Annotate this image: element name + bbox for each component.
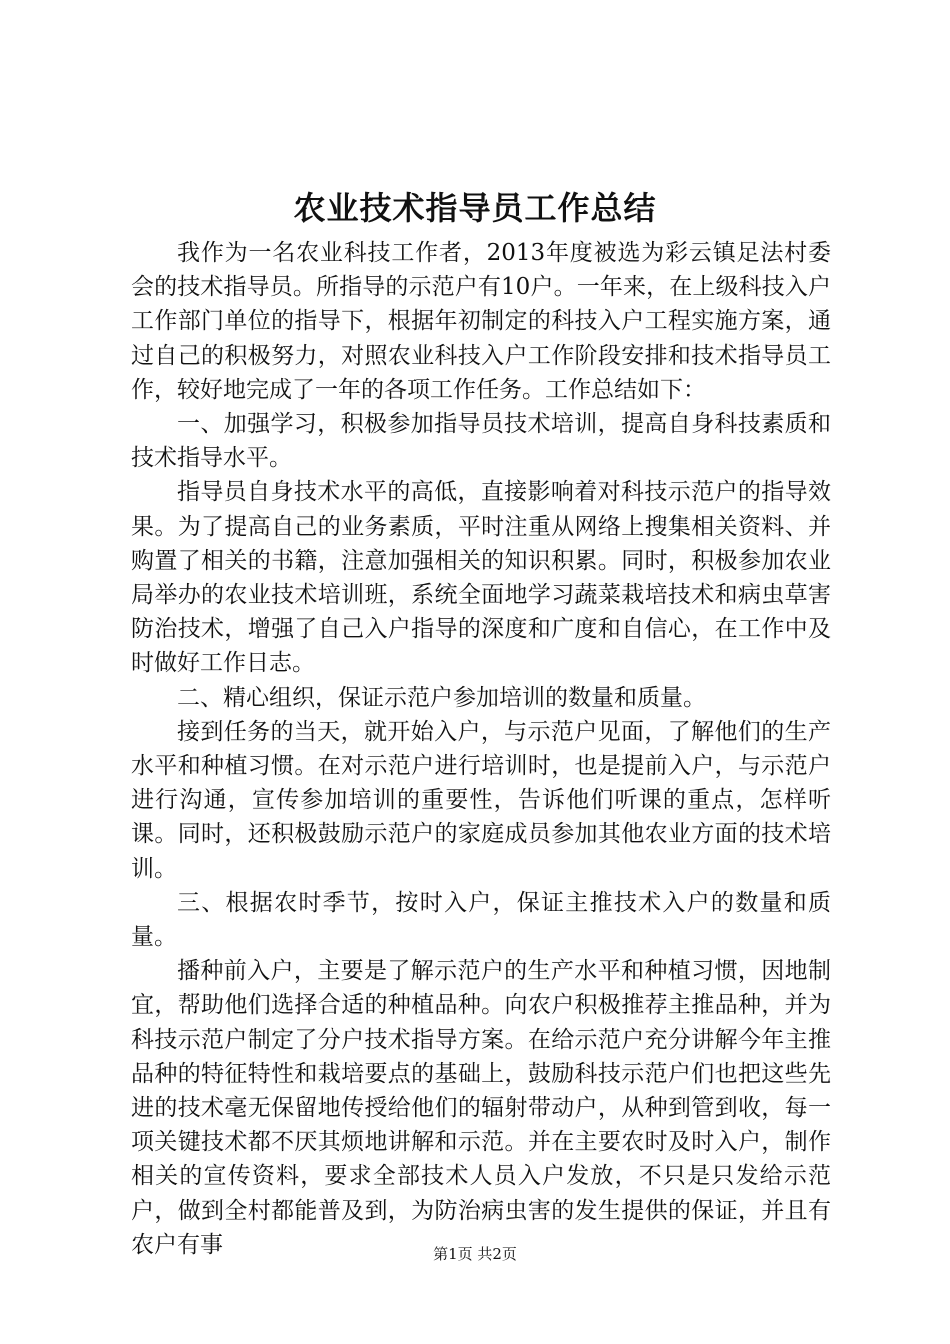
heading-section-3: 三、根据农时季节，按时入户，保证主推技术入户的数量和质量。 [131,889,831,951]
paragraph-section-1: 指导员自身技术水平的高低，直接影响着对科技示范户的指导效果。为了提高自己的业务素质，平时注重从网络上搜集相关资料、并购置了相关的书籍，注意加强相关的知识积累。同时，积极参加农业局举办的农业技术培训班，系统全面地学习蔬菜栽培技术和病虫草害防治技术，增强了自己入户指导的深度和广度和自信心，在工作中及时做好工作日志。 [131,479,831,677]
document-body [131,236,831,1262]
paragraph-section-2: 接到任务的当天，就开始入户，与示范户见面，了解他们的生产水平和种植习惯。在对示范户进行培训时，也是提前入户，与示范户进行沟通，宣传参加培训的重要性，告诉他们听课的重点，怎样听课。同时，还积极鼓励示范户的家庭成员参加其他农业方面的技术培训。 [131,718,831,882]
heading-section-2: 二、精心组织，保证示范户参加培训的数量和质量。 [177,684,706,711]
heading-section-1: 一、加强学习，积极参加指导员技术培训，提高自身科技素质和技术指导水平。 [131,411,831,472]
paragraph-intro: 我作为一名农业科技工作者，2013年度被选为彩云镇足法村委会的技术指导员。所指导的示范户有10户。一年来，在上级科技入户工作部门单位的指导下，根据年初制定的科技入户工程实施方案，通过自己的积极努力，对照农业科技入户工作阶段安排和技术指导员工作，较好地完成了一年的各项工作任务。工作总结如下： [131,240,831,403]
page-number-footer: 第1页 共2页 [433,1245,517,1263]
paragraph-section-3: 播种前入户，主要是了解示范户的生产水平和种植习惯，因地制宜，帮助他们选择合适的种植品种。向农户积极推荐主推品种，并为科技示范户制定了分户技术指导方案。在给示范户充分讲解今年主推品种的特征特性和栽培要点的基础上，鼓励科技示范户们也把这些先进的技术毫无保留地传授给他们的辐射带动户，从种到管到收，每一项关键技术都不厌其烦地讲解和示范。并在主要农时及时入户，制作相关的宣传资料，要求全部技术人员入户发放，不只是只发给示范户，做到全村都能普及到，为防治病虫害的发生提供的保证，并且有农户有事 [131,958,831,1258]
document-title: 农业技术指导员工作总结 [293,189,657,227]
